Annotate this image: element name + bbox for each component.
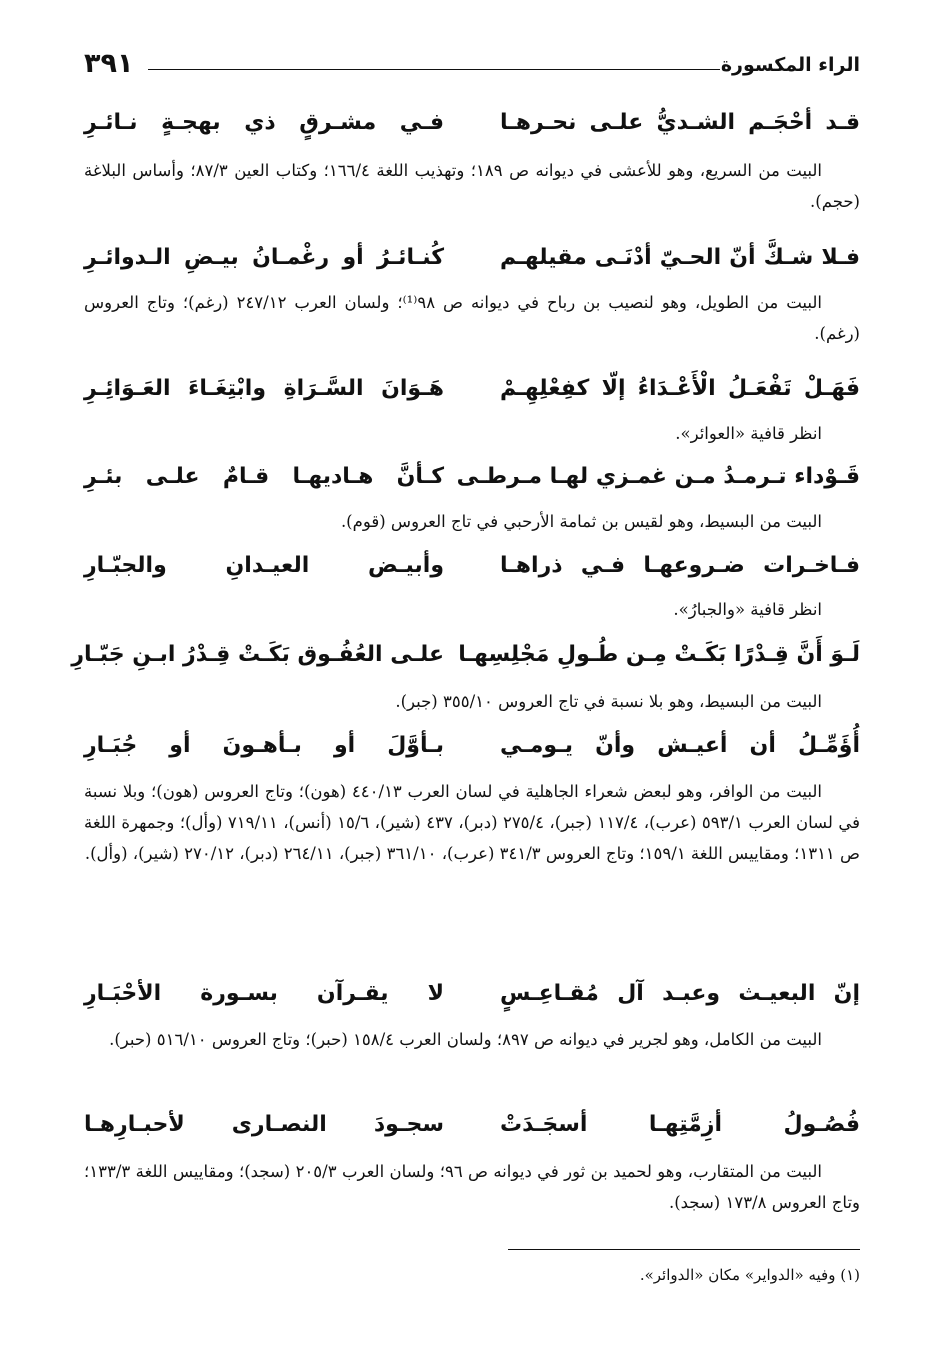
verse-8-hemistich-1: إنّ البعيـث وعبـد آل مُقـاعِـسٍ — [500, 981, 860, 1006]
verse-4-hemistich-1: قَـوْداء تـرمـدُ مـن غمـزي لهـا مـرطـى — [456, 464, 860, 489]
verse-8-hemistich-2: لا يقـرآن بسـورة الأحْبَـارِ — [84, 981, 444, 1006]
running-title: الراء المكسورة — [720, 54, 860, 76]
verse-4 — [84, 460, 860, 500]
verse-9-hemistich-2: سجـودَ النصـارى لأحبـارِهـا — [84, 1112, 444, 1137]
note-7 — [84, 776, 860, 869]
note-5-text: انظر قافية «والجبارُ». — [673, 600, 822, 619]
verse-5-hemistich-2: وأبيـض العيـدانِ والجبّـارِ — [84, 553, 444, 578]
note-4 — [84, 506, 860, 537]
verse-2 — [84, 241, 860, 281]
header-rule — [148, 69, 720, 70]
page-number: ٣٩١ — [84, 48, 134, 79]
note-4-text: البيت من البسيط، وهو لقيس بن ثمامة الأرحبي في تاج العروس (قوم). — [340, 512, 822, 531]
note-1 — [84, 155, 860, 217]
note-2 — [84, 287, 860, 349]
verse-5 — [84, 549, 860, 589]
verse-7-hemistich-2: بـأوَّلَ أو بـأهـونَ أو جُبَـارِ — [84, 733, 444, 758]
verse-3-hemistich-2: هَـوَانَ السَّـرَاةِ وابْتِغَـاءَ العَـوَائِـرِ — [84, 376, 444, 401]
verse-3 — [84, 372, 860, 412]
verse-3-hemistich-1: فَهَـلْ تَفْعَـلُ الْأَعْـدَاءُ إلّا كفِعْلِهِـمْ — [500, 376, 860, 401]
verse-6-hemistich-2: علـى العُفُـوق بَكَـتْ قِـدْرُ ابـنِ جَبّـارِ — [71, 642, 444, 667]
note-9-text: البيت من المتقارب، وهو لحميد بن ثور في ديوانه ص ٩٦؛ ولسان العرب ٢٠٥/٣ (سجد)؛ ومقاييس اللغة ١٣٣/٣؛ وتاج العروس ١٧٣/٨ (سجد). — [84, 1162, 860, 1212]
note-8-text: البيت من الكامل، وهو لجرير في ديوانه ص ٨٩٧؛ ولسان العرب ١٥٨/٤ (حبر)؛ وتاج العروس ٥١٦/١٠ (حبر). — [109, 1030, 822, 1049]
note-8 — [84, 1024, 860, 1055]
verse-7-hemistich-1: أُؤَمِّـلُ أن أعيـش وأنّ يـومـي — [500, 733, 860, 758]
note-7-text: البيت من الوافر، وهو لبعض شعراء الجاهلية في لسان العرب ٤٤٠/١٣ (هون)؛ وتاج العروس (هون)؛ وبلا نسبة في لسان العرب ٥٩٣/١ (عرب)، ١١٧/٤ (جبر)، ٢٧٥/٤ (دبر)، ٤٣٧ (شير)، ١٥/٦ (أنس)، ٧١٩/١١ (وأل)؛ وجمهرة اللغة ص ١٣١١؛ ومقاييس اللغة ١٥٩/١؛ وتاج العروس ٣٤١/٣ (عرب)، ٣٦١/١٠ (جبر)، ٢٦٤/١١ (دبر)، ٢٧٠/١٢ (شير)، (وأل). — [84, 782, 860, 863]
note-5 — [84, 594, 860, 625]
footnote: (١) وفيه «الدواير» مكان «الدوائر». — [639, 1266, 860, 1284]
note-3 — [84, 418, 860, 449]
note-6 — [84, 686, 860, 717]
verse-2-hemistich-2: كُنـائـرُ أو رغْمـانُ بيـضِ الـدوائـرِ — [84, 245, 444, 270]
verse-1-hemistich-1: قـد أحْجَـم الشـديُّ علـى نحـرهـا — [500, 110, 860, 135]
note-3-text: انظر قافية «العوائر». — [675, 424, 822, 443]
verse-2-hemistich-1: فـلا شـكَّ أنّ الحـيّ أدْنَـى مقيلهـم — [500, 245, 860, 270]
verse-1-hemistich-2: فـي مشـرقٍ ذي بهجـةٍ نـائـرِ — [84, 110, 444, 135]
verse-7 — [84, 729, 860, 769]
verse-9-hemistich-1: فُصُـولُ أزِمَّتِهـا أسجَـدَتْ — [500, 1112, 860, 1137]
footnote-rule — [508, 1249, 860, 1250]
verse-6 — [71, 638, 860, 678]
note-6-text: البيت من البسيط، وهو بلا نسبة في تاج العروس ٣٥٥/١٠ (جبر). — [395, 692, 822, 711]
verse-8 — [84, 977, 860, 1017]
note-9 — [84, 1156, 860, 1218]
note-1-text: البيت من السريع، وهو للأعشى في ديوانه ص ١٨٩؛ وتهذيب اللغة ١٦٦/٤؛ وكتاب العين ٨٧/٣؛ وأساس البلاغة (حجم). — [84, 161, 860, 211]
verse-4-hemistich-2: كـأنَّ هـاديهـا قـامٌ علـى بئـرِ — [84, 464, 444, 489]
verse-1 — [84, 106, 860, 146]
page-header — [84, 48, 860, 86]
verse-6-hemistich-1: لَـوَ أَنَّ قِـدْرًا بَكَـتْ مِـن طُـولِ مَجْلِسِهـا — [458, 642, 860, 667]
note-2-text: البيت من الطويل، وهو لنصيب بن رباح في ديوانه ص ٩٨⁽¹⁾؛ ولسان العرب ٢٤٧/١٢ (رغم)؛ وتاج العروس (رغم). — [84, 293, 860, 343]
verse-5-hemistich-1: فـاخـرات ضـروعهـا فـي ذراهـا — [500, 553, 860, 578]
verse-9 — [84, 1108, 860, 1148]
